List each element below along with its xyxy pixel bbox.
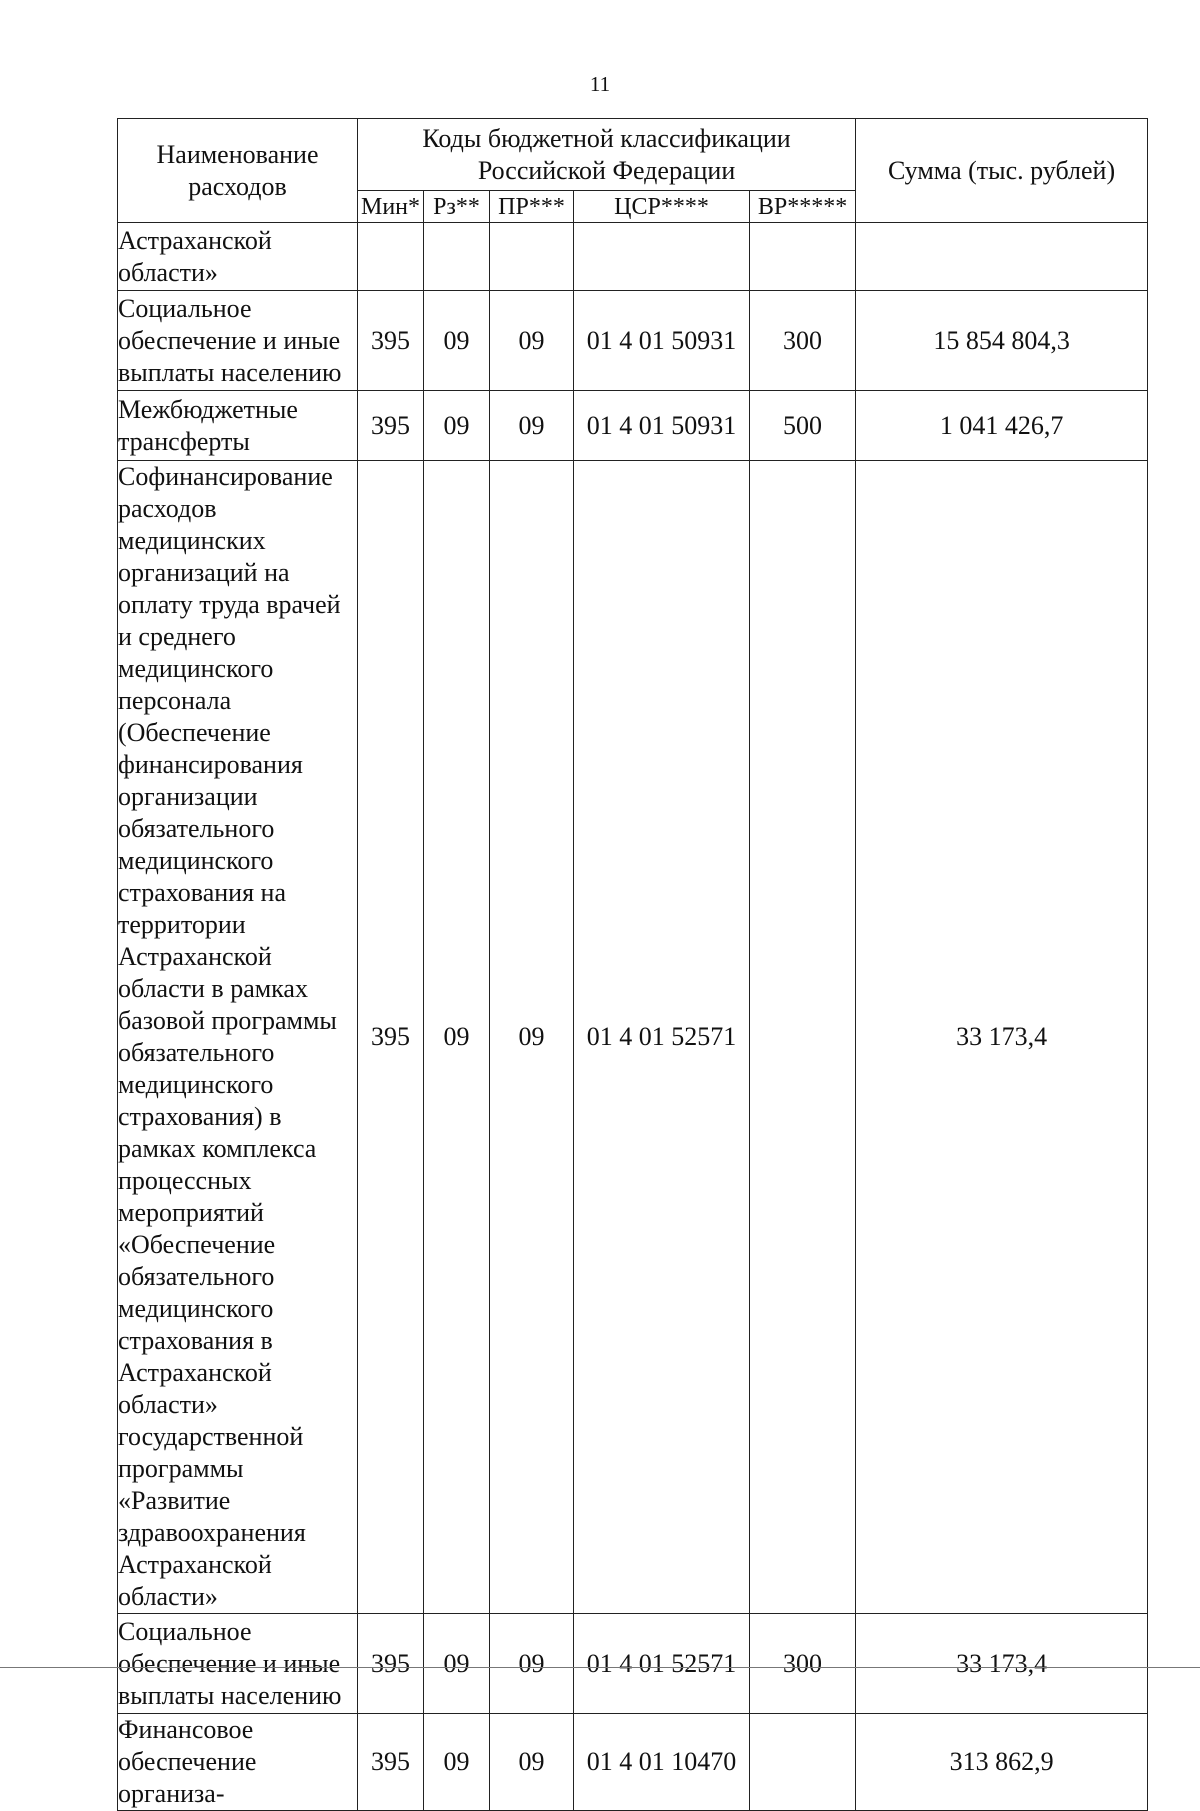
header-code-pr: ПР***: [490, 191, 574, 223]
row-vr: [750, 461, 856, 1614]
row-sum: 15 854 804,3: [856, 291, 1148, 391]
row-name: Социальное обеспечение и иные выплаты населению: [118, 1614, 358, 1714]
row-min: [358, 223, 424, 291]
row-pr: 09: [490, 1714, 574, 1811]
row-rz: [424, 223, 490, 291]
table-row: [118, 1714, 1148, 1811]
row-csr: 01 4 01 50931: [574, 291, 750, 391]
row-min: 395: [358, 391, 424, 461]
table-row: [118, 461, 1148, 1614]
row-sum: 1 041 426,7: [856, 391, 1148, 461]
row-pr: 09: [490, 1614, 574, 1714]
row-sum: 313 862,9: [856, 1714, 1148, 1811]
row-csr: 01 4 01 52571: [574, 461, 750, 1614]
row-min: 395: [358, 1714, 424, 1811]
header-code-csr: ЦСР****: [574, 191, 750, 223]
row-pr: [490, 223, 574, 291]
header-row-1: [118, 119, 1148, 191]
header-code-rz: Рз**: [424, 191, 490, 223]
row-name: Социальное обеспечение и иные выплаты населению: [118, 291, 358, 391]
page-number: 11: [589, 72, 611, 96]
budget-table: [117, 118, 1148, 1811]
header-sum: Сумма (тыс. рублей): [856, 119, 1148, 223]
row-min: 395: [358, 291, 424, 391]
row-csr: 01 4 01 50931: [574, 391, 750, 461]
row-name: Межбюджетные трансферты: [118, 391, 358, 461]
row-sum: [856, 223, 1148, 291]
row-rz: 09: [424, 291, 490, 391]
row-vr: [750, 223, 856, 291]
table-row: [118, 291, 1148, 391]
row-name: Финансовое обеспечение организа-: [118, 1714, 358, 1811]
row-min: 395: [358, 1614, 424, 1714]
header-codes-group: Коды бюджетной классификации Российской Федерации: [358, 119, 856, 191]
table-row: [118, 391, 1148, 461]
bottom-divider: [0, 1667, 1200, 1668]
row-vr: [750, 1714, 856, 1811]
row-name: Софинансирование расходов медицинских организаций на оплату труда врачей и среднего медицинского персонала (Обеспечение финансирования организации обязательного медицинского страхования на территории Астраханской области в рамках базовой программы обязательного медицинского страхования) в рамках комплекса процессных мероприятий «Обеспечение обязательного медицинского страхования в Астраханской области» государственной программы «Развитие здравоохранения Астраханской области»: [118, 461, 358, 1614]
row-min: 395: [358, 461, 424, 1614]
row-rz: 09: [424, 1714, 490, 1811]
row-sum: 33 173,4: [856, 1614, 1148, 1714]
row-rz: 09: [424, 391, 490, 461]
table-row: [118, 223, 1148, 291]
row-pr: 09: [490, 391, 574, 461]
header-code-min: Мин*: [358, 191, 424, 223]
row-pr: 09: [490, 461, 574, 1614]
header-code-vr: ВР*****: [750, 191, 856, 223]
row-pr: 09: [490, 291, 574, 391]
row-csr: 01 4 01 10470: [574, 1714, 750, 1811]
row-vr: 500: [750, 391, 856, 461]
row-vr: 300: [750, 1614, 856, 1714]
row-sum: 33 173,4: [856, 461, 1148, 1614]
row-csr: 01 4 01 52571: [574, 1614, 750, 1714]
row-rz: 09: [424, 461, 490, 1614]
header-name: Наименование расходов: [118, 119, 358, 223]
row-rz: 09: [424, 1614, 490, 1714]
row-vr: 300: [750, 291, 856, 391]
row-csr: [574, 223, 750, 291]
row-name: Астраханской области»: [118, 223, 358, 291]
table-row: [118, 1614, 1148, 1714]
